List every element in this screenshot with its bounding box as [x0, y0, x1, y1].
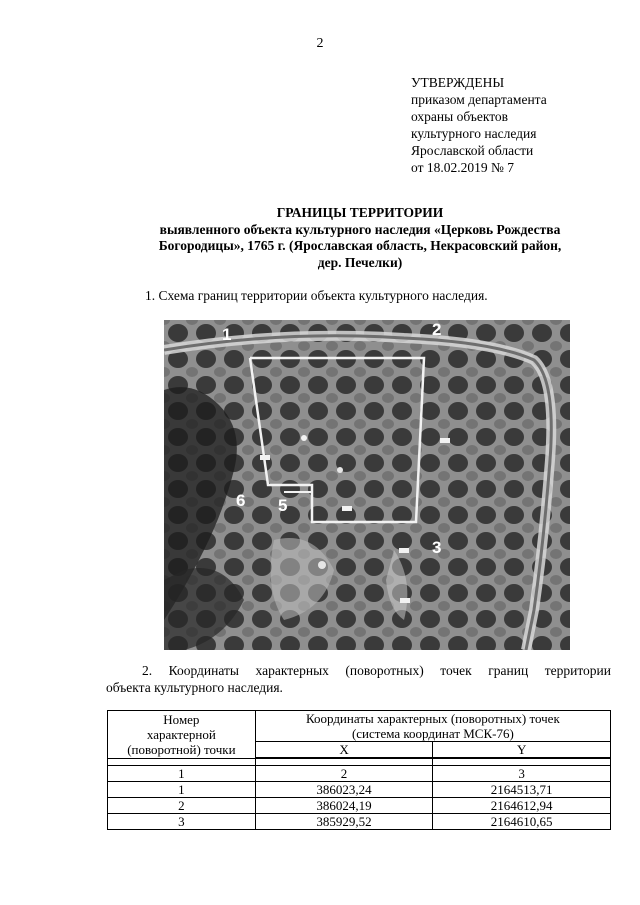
table-cell: 2164513,71 — [433, 782, 611, 798]
table-cell: 1 — [108, 766, 256, 782]
approval-line: приказом департамента — [411, 92, 547, 107]
table-row — [108, 798, 611, 814]
approval-line: Ярославской области — [411, 143, 534, 158]
section-1-heading: 1. Схема границ территории объекта культурного наследия. — [145, 288, 488, 303]
table-row — [108, 782, 611, 798]
table-cell: 3 — [433, 766, 611, 782]
approval-stamp — [411, 74, 547, 176]
header-point-number: Номер характерной (поворотной) точки — [108, 711, 256, 759]
table-cell: 386024,19 — [255, 798, 433, 814]
table-cell: 2164612,94 — [433, 798, 611, 814]
boundary-map-image — [164, 320, 570, 650]
map-point-label: 5 — [278, 496, 288, 515]
table-spacer-row — [108, 759, 611, 766]
header-x: X — [255, 742, 433, 758]
page-number: 2 — [316, 36, 324, 51]
title-line: выявленного объекта культурного наследия «Церковь Рождества — [159, 221, 561, 237]
table-cell: 385929,52 — [255, 814, 433, 830]
table-row — [108, 814, 611, 830]
map-point-label: 1 — [222, 325, 232, 344]
approval-line: охраны объектов — [411, 109, 509, 124]
table-header-row — [108, 711, 611, 742]
table-cell: 3 — [108, 814, 256, 830]
table-cell: 2 — [108, 798, 256, 814]
approval-line: УТВЕРЖДЕНЫ — [411, 75, 505, 90]
table-cell: 2164610,65 — [433, 814, 611, 830]
document-title — [100, 205, 620, 271]
section-2-heading — [106, 662, 611, 696]
table-cell: 1 — [108, 782, 256, 798]
map-point-label: 6 — [236, 491, 246, 510]
title-line: ГРАНИЦЫ ТЕРРИТОРИИ — [276, 205, 444, 220]
approval-line: культурного наследия — [411, 126, 537, 141]
table-index-row — [108, 766, 611, 782]
section-2-line: 2. Координаты характерных (поворотных) точек границ территории — [142, 663, 611, 678]
title-line: Богородицы», 1765 г. (Ярославская область, Некрасовский район, — [158, 238, 562, 253]
map-point-label: 2 — [432, 320, 442, 339]
coordinates-table — [107, 710, 611, 830]
table-cell: 2 — [255, 766, 433, 782]
map-point-label: 3 — [432, 538, 442, 557]
title-line: дер. Печелки) — [317, 254, 403, 270]
table-cell: 386023,24 — [255, 782, 433, 798]
header-coordinates: Координаты характерных (поворотных) точек (система координат МСК-76) — [255, 711, 610, 742]
header-y: Y — [433, 742, 611, 758]
section-2-line: объекта культурного наследия. — [106, 680, 283, 695]
approval-line: от 18.02.2019 № 7 — [411, 160, 514, 175]
